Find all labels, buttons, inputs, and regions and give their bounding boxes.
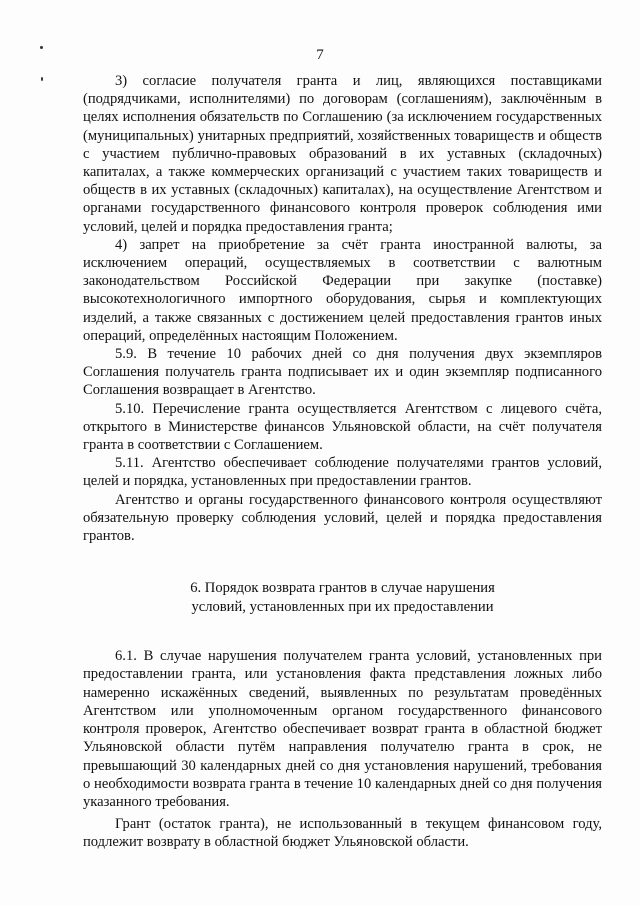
paragraph-5-10: 5.10. Перечисление гранта осуществляется Агентством с лицевого счёта, открытого в Министерстве финансов Ульяновской области, на счёт получателя гранта в соответствии с Соглашением. (83, 400, 602, 454)
paragraph-grant-remainder: Грант (остаток гранта), не использованный в текущем финансовом году, подлежит возврату в областной бюджет Ульяновской области. (83, 816, 602, 851)
section-heading-line-1: 6. Порядок возврата грантов в случае нарушения (190, 580, 495, 597)
document-body (83, 72, 602, 852)
section-heading-line-2: условий, установленных при их предоставлении (191, 599, 494, 616)
paragraph-item-3: 3) согласие получателя гранта и лиц, являющихся поставщиками (подрядчиками, исполнителями) по договорам (соглашениям), заключённым в целях исполнения обязательств по Соглашению (за исключением государственных (муниципальных) унитарных предприятий, хозяйственных товариществ и обществ с участием публично-правовых образований в их уставных (складочных) капиталах, а также коммерческих организаций с участием таких товариществ и обществ в их уставных (складочных) капиталах), на осуществление Агентством и органами государственного финансового контроля проверок соблюдения ими условий, целей и порядка предоставления гранта; (83, 73, 602, 235)
paragraph-item-4: 4) запрет на приобретение за счёт гранта иностранной валюты, за исключением операций, осуществляемых в соответствии с валютным законодательством Российской Федерации при закупке (поставке) высокотехнологичного импортного оборудования, сырья и комплектующих изделий, а также связанных с достижением целей предоставления грантов иных операций, определённых настоящим Положением. (83, 236, 602, 344)
section-heading (83, 579, 602, 617)
page-number: 7 (316, 47, 324, 63)
paragraph-5-11: 5.11. Агентство обеспечивает соблюдение получателями грантов условий, целей и порядка, установленных при предоставлении грантов. (83, 455, 602, 490)
paragraph-control: Агентство и органы государственного финансового контроля осуществляют обязательную проверку соблюдения условий, целей и порядка предоставления грантов. (83, 491, 602, 545)
scan-speck (41, 77, 43, 81)
paragraph-5-9: 5.9. В течение 10 рабочих дней со дня получения двух экземпляров Соглашения получатель гранта подписывает их и один экземпляр подписанного Соглашения возвращает в Агентство. (83, 346, 602, 399)
paragraph-6-1: 6.1. В случае нарушения получателем гранта условий, установленных при предоставлении гранта, или установления факта представления ложных либо намеренно искажённых сведений, выявленных по результатам проведённых Агентством или уполномоченным органом государственного финансового контроля проверок, Агентство обеспечивает возврат гранта в областной бюджет Ульяновской области путём направления получателю гранта в срок, не превышающий 30 календарных дней со дня установления нарушений, требования о необходимости возврата гранта в течение 10 календарных дней со дня получения указанного требования. (83, 648, 602, 810)
